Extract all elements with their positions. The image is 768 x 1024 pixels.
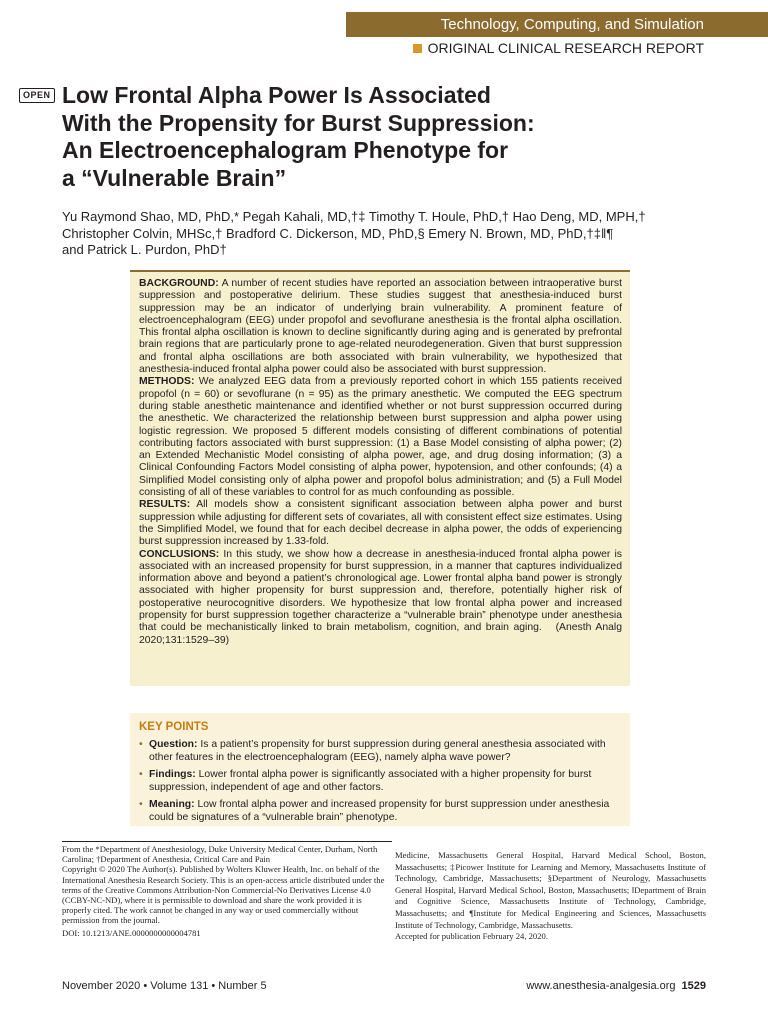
affiliations-right: Medicine, Massachusetts General Hospital, Harvard Medical School, Boston, Massachusetts; ‡Picower Institute for Learning and Memory, Massachusetts Institute of Technology, Cambridge, Massachusetts; §Department of Neurology, Massachusetts General Hospital, Harvard Medical School, Boston, Massachusetts; ‖Department of Brain and Cognitive Science, Massachusetts Institute of Technology, Cambridge, Massachusetts; and ¶Institute for Medical Engineering and Sciences, Massachusetts Institute of Technology, Cambridge, Massachusetts. bbox=[395, 850, 706, 930]
accepted-date: Accepted for publication February 24, 2020. bbox=[395, 931, 548, 942]
methods-text: We analyzed EEG data from a previously reported cohort in which 155 patients received propofol (n = 60) or sevoflurane (n = 95) as the primary anesthetic. We computed the EEG spectrum during stable anesthetic maintenance and identified whether or not burst suppression occurred during the anesthetic. We characterized the relationship between burst suppression and alpha power using logistic regression. We proposed 5 different models consisting of different combinations of potential contributing factors associated with burst suppression: (1) a Base Model consisting of alpha power; (2) an Extended Mechanistic Model consisting of alpha power, age, and drug dosing information; (3) a Clinical Confounding Factors Model consisting of alpha power, hypotension, and other confounds; (4) a Simplified Model consisting only of alpha power and propofol bolus administration; and (5) a Full Model consisting of all of these variables to control for as much confounding as possible. bbox=[139, 376, 622, 499]
methods-label: METHODS: bbox=[139, 376, 195, 388]
key-point-text: Is a patient’s propensity for burst suppression during general anesthesia associated with other features in the electroencephalogram (EEG), namely alpha wave power? bbox=[149, 738, 606, 763]
footer-issue: November 2020 • Volume 131 • Number 5 bbox=[62, 980, 267, 992]
key-point-item bbox=[139, 738, 618, 765]
key-points-title: KEY POINTS bbox=[139, 721, 209, 733]
key-point-label: Findings: bbox=[149, 768, 196, 780]
results-label: RESULTS: bbox=[139, 499, 191, 511]
author-line: and Patrick L. Purdon, PhD† bbox=[62, 242, 227, 257]
results-text: All models show a consistent significant association between alpha power and burst suppression while adjusting for different sets of covariates, all with consistent effect size estimates. Using the Simplified Model, we found that for each decibel decrease in alpha power, the odds of experiencing burst suppression increased by 1.33-fold. bbox=[139, 499, 622, 548]
title-line: a “Vulnerable Brain” bbox=[62, 164, 287, 191]
author-line: Christopher Colvin, MHSc,† Bradford C. Dickerson, MD, PhD,§ Emery N. Brown, MD, PhD,†‡‖¶ bbox=[62, 225, 614, 241]
footnote-divider bbox=[62, 841, 392, 842]
abstract-background bbox=[139, 278, 622, 376]
key-point-item bbox=[139, 768, 618, 795]
key-point-text: Low frontal alpha power and increased propensity for burst suppression under anesthesia could be signatures of a “vulnerable brain” phenotype. bbox=[149, 798, 610, 823]
report-type-label bbox=[413, 40, 704, 56]
article-title bbox=[62, 82, 622, 192]
title-line: With the Propensity for Burst Suppression: bbox=[62, 109, 535, 136]
abstract-methods bbox=[139, 376, 622, 499]
title-line: Low Frontal Alpha Power Is Associated bbox=[62, 82, 491, 108]
author-list bbox=[62, 209, 722, 259]
footnotes-left bbox=[62, 844, 387, 938]
abstract-conclusions bbox=[139, 549, 622, 647]
key-point-text: Lower frontal alpha power is significantly associated with a higher propensity for burst suppression, independent of age and other factors. bbox=[149, 768, 592, 793]
bullet-icon: • bbox=[139, 768, 143, 780]
conclusions-text: In this study, we show how a decrease in anesthesia-induced frontal alpha power is associated with an increased propensity for burst suppression, in a manner that captures individualized information above and beyond a patient’s chronological age. Lower frontal alpha band power is strongly associated with higher propensity for burst suppression and, therefore, potentially higher risk of postoperative neurocognitive disorders. We hypothesize that low frontal alpha power and increased propensity for burst suppression together characterize a “vulnerable brain” phenotype under anesthesia that could be mechanistically linked to brain metabolism, cognition, and brain aging. bbox=[139, 548, 622, 634]
journal-website-link[interactable]: www.anesthesia-analgesia.org bbox=[526, 980, 676, 992]
affiliations-left: From the *Department of Anesthesiology, Duke University Medical Center, Durham, North Carolina; †Department of Anesthesia, Critical Care and Pain bbox=[62, 844, 378, 865]
doi: DOI: 10.1213/ANE.0000000000004781 bbox=[62, 927, 201, 938]
author-line: Yu Raymond Shao, MD, PhD,* Pegah Kahali, MD,†‡ Timothy T. Houle, PhD,† Hao Deng, MD, MPH,† bbox=[62, 209, 646, 224]
abstract-box bbox=[130, 270, 630, 686]
title-line: An Electroencephalogram Phenotype for bbox=[62, 137, 509, 163]
footnotes-right bbox=[395, 850, 706, 943]
report-type-text: ORIGINAL CLINICAL RESEARCH REPORT bbox=[427, 40, 704, 56]
background-label: BACKGROUND: bbox=[139, 278, 219, 289]
key-point-label: Meaning: bbox=[149, 798, 195, 810]
bullet-icon: • bbox=[139, 738, 143, 750]
conclusions-label: CONCLUSIONS: bbox=[139, 548, 220, 560]
open-access-badge: OPEN bbox=[19, 88, 55, 103]
footer-right bbox=[526, 980, 706, 992]
abstract-citation: (Anesth Analg 2020;131:1529–39) bbox=[139, 622, 622, 646]
key-points-box bbox=[130, 713, 630, 826]
bullet-icon: • bbox=[139, 798, 143, 810]
key-point-label: Question: bbox=[149, 738, 198, 750]
background-text: A number of recent studies have reported an association between intraoperative burst suppression and postoperative delirium. These studies suggest that anesthesia-induced burst suppression may be an indicator of underlying brain vulnerability. A prominent feature of electroencephalogram (EEG) under propofol and sevoflurane anesthesia is the frontal alpha oscillation. This frontal alpha oscillation is known to decline significantly during aging and is generated by prefrontal brain regions that are particularly prone to age-related neurodegeneration. Given that burst suppression and frontal alpha oscillations are both associated with brain vulnerability, we hypothesized that anesthesia-induced frontal alpha power could also be associated with burst suppression. bbox=[139, 278, 622, 376]
abstract-results bbox=[139, 499, 622, 548]
section-header-band bbox=[346, 12, 768, 37]
section-title: Technology, Computing, and Simulation bbox=[440, 16, 704, 33]
key-point-item bbox=[139, 798, 618, 825]
copyright-notice: Copyright © 2020 The Author(s). Published by Wolters Kluwer Health, Inc. on behalf of the International Anesthesia Research Society. This is an open-access article distributed under the terms of the Creative Commons Attribution-Non Commercial-No Derivatives License 4.0 (CCBY-NC-ND), where it is permissible to download and share the work provided it is properly cited. The work cannot be changed in any way or used commercially without permission from the journal. bbox=[62, 864, 385, 926]
page-number: 1529 bbox=[681, 980, 706, 992]
square-bullet-icon bbox=[413, 44, 422, 53]
